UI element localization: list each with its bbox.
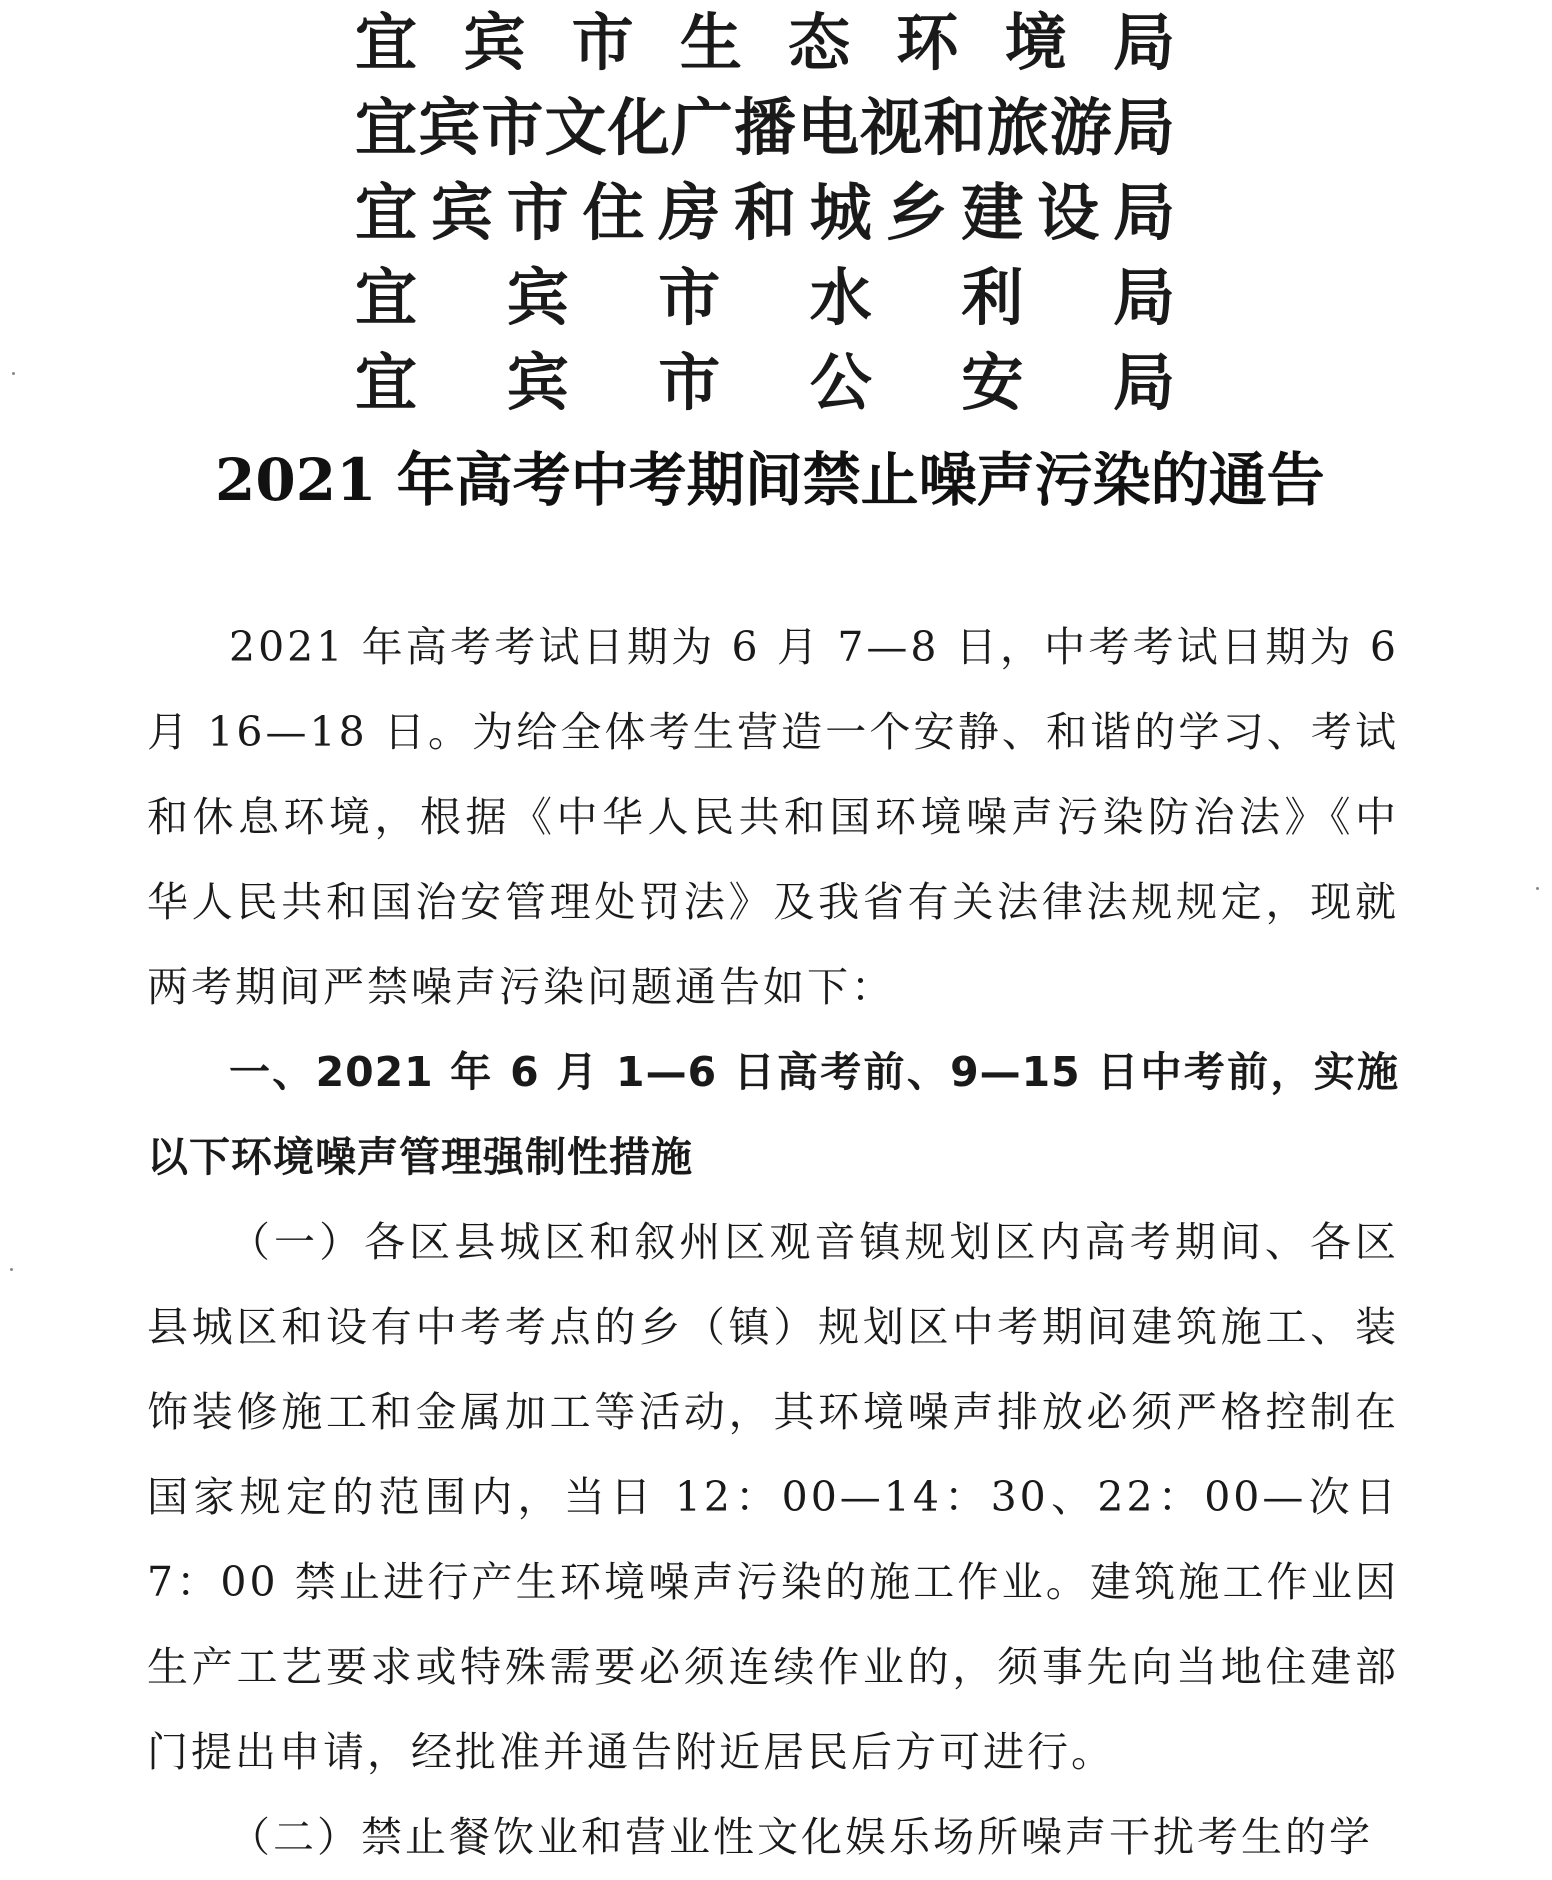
issuer-char: 公 xyxy=(809,346,872,419)
issuer-char: 视 xyxy=(860,91,923,164)
issuer-char: 局 xyxy=(1112,91,1175,164)
scan-speck xyxy=(1536,887,1539,890)
issuer-char: 利 xyxy=(961,261,1024,334)
issuer-char: 电 xyxy=(797,91,860,164)
issuer-public-security-bureau xyxy=(355,340,1175,425)
issuer-char: 宾 xyxy=(506,261,569,334)
issuer-char: 宜 xyxy=(355,346,418,419)
issuer-water-resources-bureau xyxy=(355,255,1175,340)
document-title: 2021 年高考中考期间禁止噪声污染的通告 xyxy=(215,446,1325,514)
issuer-char: 和 xyxy=(733,176,796,249)
issuer-char: 市 xyxy=(658,261,721,334)
issuer-char: 和 xyxy=(923,91,986,164)
issuer-char: 环 xyxy=(896,6,959,79)
issuer-char: 住 xyxy=(582,176,645,249)
issuer-char: 境 xyxy=(1004,6,1067,79)
issuer-char: 旅 xyxy=(986,91,1049,164)
issuer-char: 安 xyxy=(961,346,1024,419)
scan-speck xyxy=(10,1268,13,1271)
issuer-char: 局 xyxy=(1112,176,1175,249)
scan-speck xyxy=(12,372,15,375)
issuer-char: 宜 xyxy=(355,261,418,334)
issuing-authorities xyxy=(355,0,1175,425)
clause-1: （一）各区县城区和叙州区观音镇规划区内高考期间、各区县城区和设有中考考点的乡（镇）规划区中考期间建筑施工、装饰装修施工和金属加工等活动，其环境噪声排放必须严格控制在国家规定的范围内，当日 12：00—14：30、22：00—次日 7：00 禁止进行产生环境噪声污染的施工作业。建筑施工作业因生产工艺要求或特殊需要必须连续作业的，须事先向当地住建部门提出申请，经批准并通告附近居民后方可进行。 xyxy=(147,1218,1399,1776)
issuer-char: 城 xyxy=(809,176,872,249)
issuer-char: 广 xyxy=(670,91,733,164)
issuer-char: 宾 xyxy=(463,6,526,79)
issuer-char: 市 xyxy=(658,346,721,419)
clause-2: （二）禁止餐饮业和营业性文化娱乐场所噪声干扰考生的学 xyxy=(229,1813,1373,1861)
issuer-char: 市 xyxy=(481,91,544,164)
intro-paragraph: 2021 年高考考试日期为 6 月 7—8 日，中考考试日期为 6 月 16—18 日。为给全体考生营造一个安静、和谐的学习、考试和休息环境，根据《中华人民共和国环境噪声污染防治法》《中华人民共和国治安管理处罚法》及我省有关法律法规规定，现就两考期间严禁噪声污染问题通告如下： xyxy=(147,623,1399,1011)
issuer-char: 生 xyxy=(679,6,742,79)
issuer-char: 局 xyxy=(1112,346,1175,419)
issuer-ecology-environment-bureau xyxy=(355,0,1175,85)
issuer-char: 宾 xyxy=(506,346,569,419)
section-heading-1: 一、2021 年 6 月 1—6 日高考前、9—15 日中考前，实施以下环境噪声管理强制性措施 xyxy=(147,1048,1399,1181)
issuer-char: 市 xyxy=(571,6,634,79)
issuer-char: 局 xyxy=(1112,261,1175,334)
issuer-char: 宾 xyxy=(418,91,481,164)
issuer-char: 宜 xyxy=(355,176,418,249)
document-body xyxy=(147,605,1399,1880)
issuer-char: 水 xyxy=(809,261,872,334)
issuer-char: 文 xyxy=(544,91,607,164)
issuer-char: 市 xyxy=(506,176,569,249)
issuer-char: 设 xyxy=(1037,176,1100,249)
issuer-char: 宜 xyxy=(355,6,418,79)
issuer-char: 局 xyxy=(1112,6,1175,79)
issuer-char: 建 xyxy=(961,176,1024,249)
issuer-char: 乡 xyxy=(885,176,948,249)
issuer-char: 房 xyxy=(658,176,721,249)
issuer-char: 播 xyxy=(733,91,796,164)
issuer-housing-construction-bureau xyxy=(355,170,1175,255)
issuer-char: 宾 xyxy=(430,176,493,249)
issuer-char: 宜 xyxy=(355,91,418,164)
issuer-char: 化 xyxy=(607,91,670,164)
issuer-char: 游 xyxy=(1049,91,1112,164)
issuer-culture-tourism-bureau xyxy=(355,85,1175,170)
issuer-char: 态 xyxy=(788,6,851,79)
